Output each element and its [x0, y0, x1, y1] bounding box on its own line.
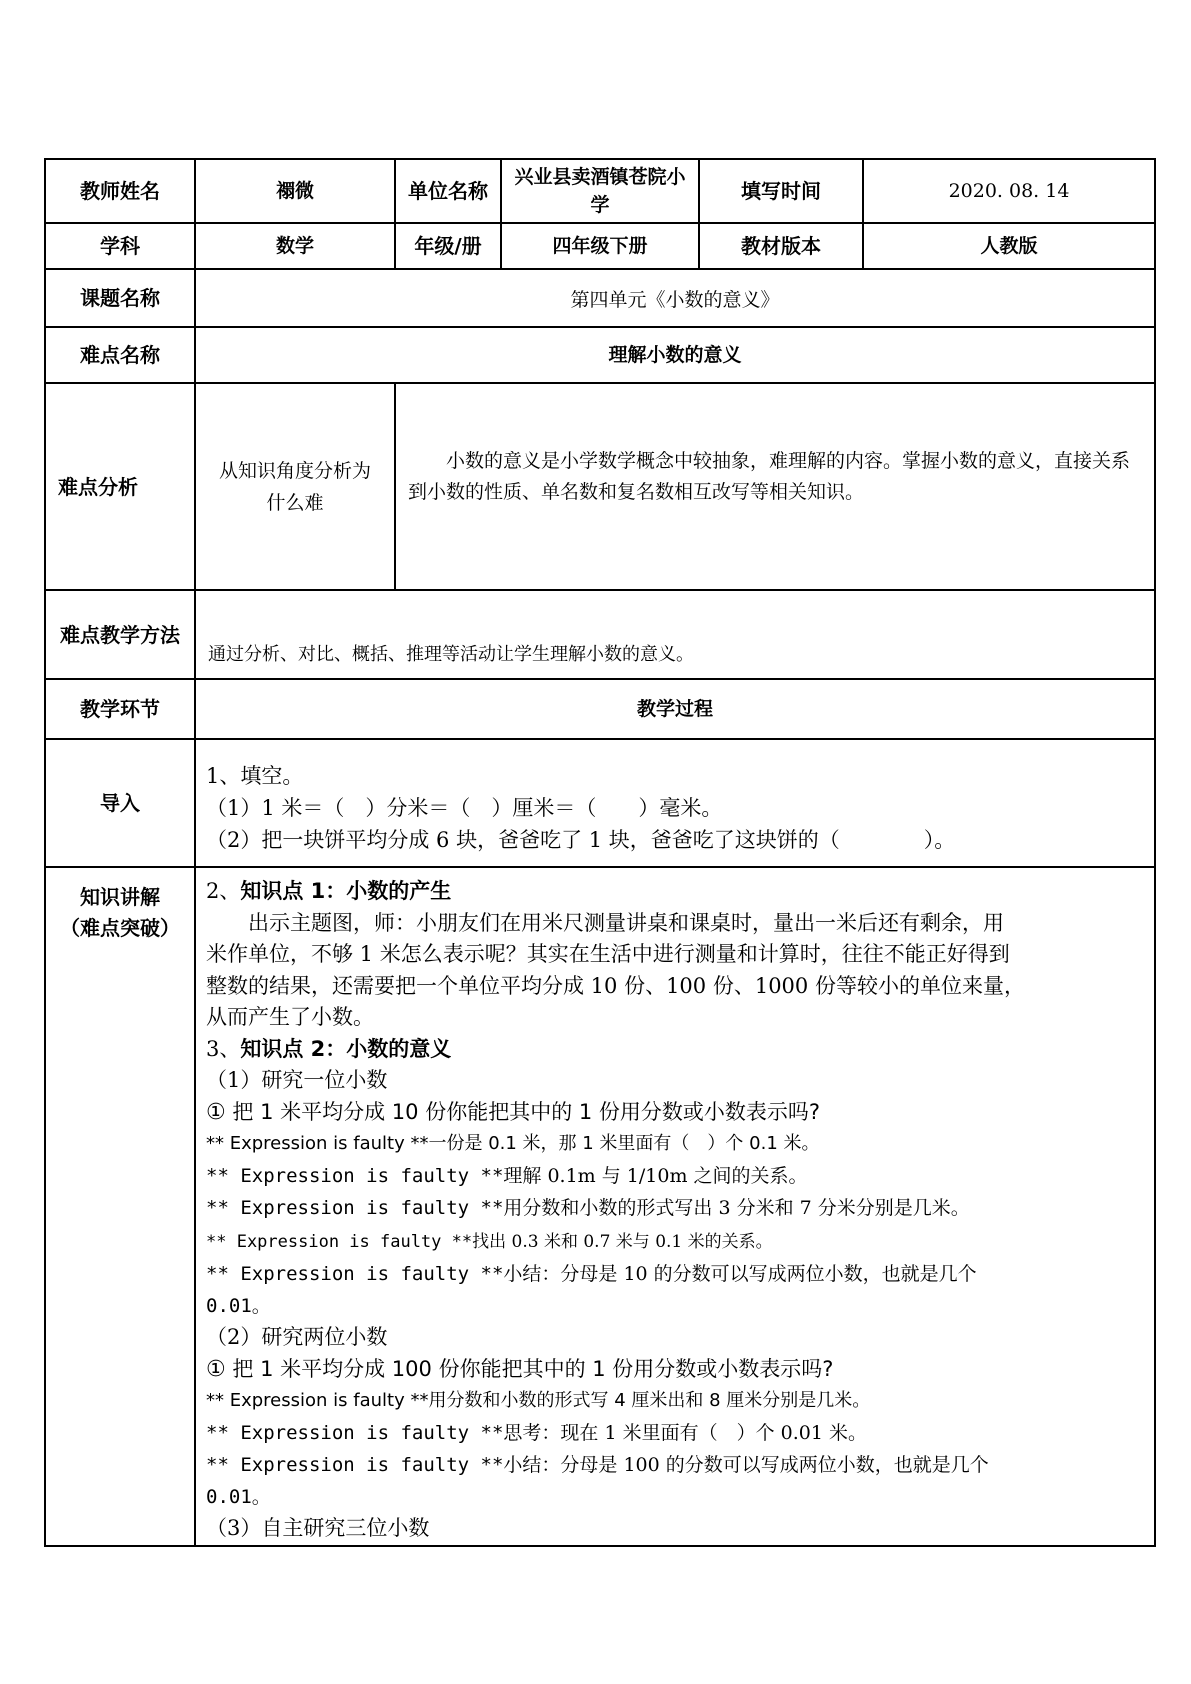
error-text: ** Expression is faulty ** [206, 1454, 504, 1476]
knowledge-content [195, 867, 1155, 1546]
s1-e-text: 小结：分母是 10 的分数可以写成两位小数，也就是几个 [503, 1263, 977, 1285]
s1-b-text: 理解 0.1m 与 1/10m 之间的关系。 [503, 1164, 808, 1187]
kp2-title: 知识点 2：小数的意义 [240, 1036, 452, 1061]
teacher-name-value: 禤微 [195, 159, 395, 223]
difficulty-value: 理解小数的意义 [195, 327, 1155, 383]
stage-label: 教学环节 [45, 679, 195, 739]
error-text: ** Expression is faulty ** [206, 1197, 504, 1219]
grade-value: 四年级下册 [501, 223, 699, 269]
error-text: ** Expression is faulty ** [206, 1421, 504, 1444]
kp2-prefix: 3、 [206, 1036, 241, 1061]
sub-1-heading: （1）研究一位小数 [206, 1068, 388, 1092]
knowledge-row [45, 867, 1155, 1546]
analysis-text: 小数的意义是小学数学概念中较抽象，难理解的内容。掌握小数的意义，直接关系到小数的性质、单名数和复名数相互改写等相关知识。 [408, 449, 1131, 503]
header-row-1 [45, 159, 1155, 223]
knowledge-label-cell [45, 867, 195, 1546]
s2-question-text: 把 1 米平均分成 100 份你能把其中的 1 份用分数或小数表示吗? [232, 1356, 834, 1381]
kp1-text-1: 出示主题图，师：小朋友们在用米尺测量讲桌和课桌时，量出一米后还有剩余，用 [248, 910, 1004, 935]
s1-c-text: 用分数和小数的形式写出 3 分米和 7 分米分别是几米。 [503, 1197, 970, 1219]
s1-line-a [206, 1128, 1144, 1160]
s1-line-b [206, 1160, 1144, 1193]
process-label: 教学过程 [195, 679, 1155, 739]
header-row-2 [45, 223, 1155, 269]
grade-label: 年级/册 [395, 223, 501, 269]
s2-line-a [206, 1385, 1144, 1417]
stage-header-row [45, 679, 1155, 739]
intro-row [45, 739, 1155, 867]
s1-line-e2: 0.01。 [206, 1294, 271, 1317]
lesson-plan-table [44, 158, 1156, 1547]
s2-b-text: 思考：现在 1 米里面有（ ）个 0.01 米。 [503, 1421, 867, 1444]
error-text: ** Expression is faulty ** [206, 1263, 504, 1285]
unit-name-value: 兴业县卖酒镇苍院小学 [501, 159, 699, 223]
s1-question-text: 把 1 米平均分成 10 份你能把其中的 1 份用分数或小数表示吗? [232, 1099, 821, 1124]
knowledge-sublabel: （难点突破） [60, 916, 180, 940]
s2-line-c [206, 1449, 1144, 1482]
s1-question [206, 1097, 1144, 1129]
sub-2-heading: （2）研究两位小数 [206, 1325, 388, 1349]
intro-content [195, 739, 1155, 867]
difficulty-row [45, 327, 1155, 383]
s1-line-c [206, 1192, 1144, 1225]
method-row [45, 590, 1155, 679]
s2-line-c2: 0.01。 [206, 1485, 271, 1508]
textbook-label: 教材版本 [699, 223, 863, 269]
kp1-text-3: 整数的结果，还需要把一个单位平均分成 10 份、100 份、1000 份等较小的单位来量， [206, 973, 1025, 998]
circle-one-icon: ① [206, 1356, 226, 1382]
intro-line-2: （1）1 米＝（ ）分米＝（ ）厘米＝（ ）毫米。 [206, 796, 723, 820]
analysis-label: 难点分析 [45, 383, 195, 590]
subject-label: 学科 [45, 223, 195, 269]
analysis-sub-label: 从知识角度分析为什么难 [218, 459, 371, 514]
kp1-text-2: 米作单位，不够 1 米怎么表示呢？其实在生活中进行测量和计算时，往往不能正好得到 [206, 942, 1010, 966]
analysis-row [45, 383, 1155, 590]
fill-time-label: 填写时间 [699, 159, 863, 223]
s2-a-text: 用分数和小数的形式写 4 厘米出和 8 厘米分别是几米。 [428, 1390, 871, 1411]
teacher-name-label: 教师姓名 [45, 159, 195, 223]
s1-line-d [206, 1225, 1144, 1259]
error-text: ** Expression is faulty ** [206, 1231, 473, 1252]
kp2-heading [206, 1034, 1144, 1066]
unit-name-label: 单位名称 [395, 159, 501, 223]
error-text: ** Expression is faulty ** [206, 1390, 429, 1411]
kp1-text-4: 从而产生了小数。 [206, 1005, 374, 1029]
method-label: 难点教学方法 [45, 590, 195, 679]
intro-label: 导入 [45, 739, 195, 867]
kp1-title: 知识点 1：小数的产生 [240, 879, 452, 903]
circle-one-icon: ① [206, 1099, 226, 1125]
sub-3-heading: （3）自主研究三位小数 [206, 1516, 430, 1540]
method-text: 通过分析、对比、概括、推理等活动让学生理解小数的意义。 [195, 590, 1155, 679]
s2-c-text: 小结：分母是 100 的分数可以写成两位小数，也就是几个 [503, 1454, 989, 1476]
subject-value: 数学 [195, 223, 395, 269]
kp1-heading [206, 876, 1144, 908]
s1-d-text: 找出 0.3 米和 0.7 米与 0.1 米的关系。 [472, 1231, 773, 1252]
lesson-title-label: 课题名称 [45, 269, 195, 327]
difficulty-label: 难点名称 [45, 327, 195, 383]
analysis-sub-cell [195, 383, 395, 590]
lesson-title-value: 第四单元《小数的意义》 [195, 269, 1155, 327]
s2-question [206, 1354, 1144, 1386]
error-text: ** Expression is faulty ** [206, 1133, 429, 1154]
s1-line-e [206, 1258, 1144, 1291]
fill-time-value: 2020. 08. 14 [863, 159, 1155, 223]
intro-line-1: 1、填空。 [206, 764, 304, 788]
textbook-value: 人教版 [863, 223, 1155, 269]
kp1-prefix: 2、 [206, 879, 241, 903]
s1-a-text: 一份是 0.1 米，那 1 米里面有（ ）个 0.1 米。 [428, 1133, 820, 1154]
error-text: ** Expression is faulty ** [206, 1164, 504, 1187]
intro-line-3: （2）把一块饼平均分成 6 块，爸爸吃了 1 块，爸爸吃了这块饼的（ ）。 [206, 828, 956, 852]
knowledge-label: 知识讲解 [80, 885, 160, 909]
analysis-text-cell [395, 383, 1155, 590]
title-row [45, 269, 1155, 327]
s2-line-b [206, 1417, 1144, 1450]
